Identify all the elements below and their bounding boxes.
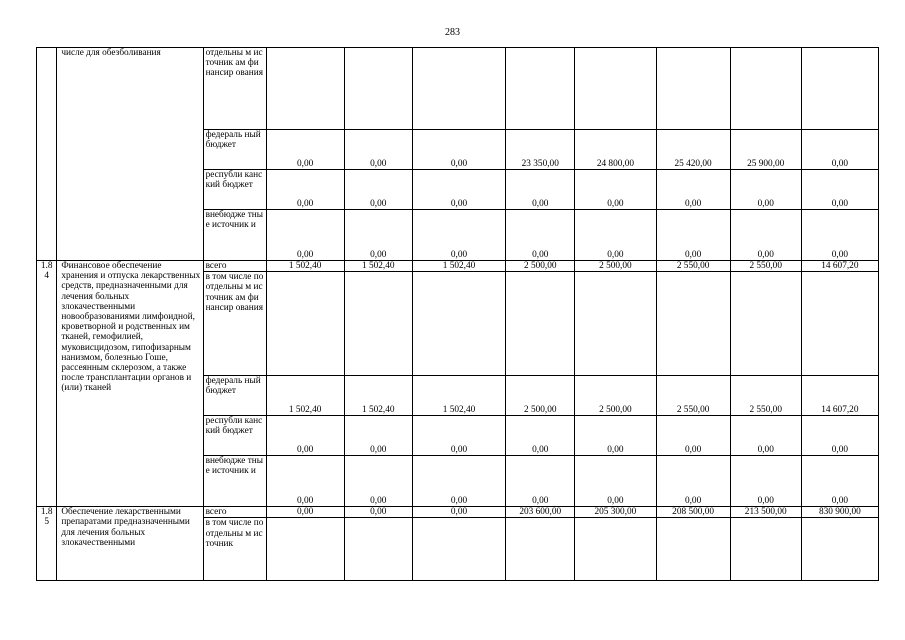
funding-source: внебюдже тные источник и [203, 210, 266, 261]
amount-cell: 0,00 [412, 210, 505, 261]
amount-cell: 0,00 [575, 210, 656, 261]
amount-cell: 0,00 [575, 456, 656, 507]
measure-name: Обеспечение лекарственными препаратами предназначенными для лечения больных злокачественными [57, 507, 203, 581]
funding-source: всего [203, 507, 266, 518]
amount-cell [266, 518, 344, 581]
amount-cell: 0,00 [344, 170, 412, 210]
row-index: 1.8 5 [37, 507, 57, 581]
funding-source: отдельны м источник ам финансир ования [203, 48, 266, 130]
amount-cell: 2 550,00 [656, 261, 730, 272]
amount-cell: 830 900,00 [801, 507, 878, 518]
amount-cell [801, 48, 878, 130]
amount-cell: 0,00 [801, 170, 878, 210]
funding-source: внебюдже тные источник и [203, 456, 266, 507]
amount-cell: 0,00 [575, 170, 656, 210]
amount-cell: 2 550,00 [730, 261, 801, 272]
amount-cell [412, 518, 505, 581]
amount-cell: 0,00 [730, 416, 801, 456]
measure-name: числе для обезболивания [57, 48, 203, 261]
amount-cell [344, 272, 412, 376]
amount-cell: 2 500,00 [506, 376, 575, 416]
amount-cell: 0,00 [801, 456, 878, 507]
amount-cell: 0,00 [412, 507, 505, 518]
amount-cell [730, 272, 801, 376]
amount-cell: 0,00 [412, 456, 505, 507]
row-index: 1.8 4 [37, 261, 57, 507]
amount-cell: 0,00 [730, 170, 801, 210]
amount-cell: 23 350,00 [506, 130, 575, 170]
funding-source: в том числе по отдельны м источник [203, 518, 266, 581]
amount-cell: 1 502,40 [412, 376, 505, 416]
amount-cell: 2 550,00 [656, 376, 730, 416]
amount-cell: 0,00 [266, 456, 344, 507]
amount-cell: 0,00 [730, 210, 801, 261]
amount-cell [575, 272, 656, 376]
amount-cell: 0,00 [412, 170, 505, 210]
amount-cell: 1 502,40 [344, 376, 412, 416]
amount-cell [266, 272, 344, 376]
funding-source: федераль ный бюджет [203, 130, 266, 170]
amount-cell: 14 607,20 [801, 376, 878, 416]
amount-cell: 0,00 [801, 130, 878, 170]
amount-cell [412, 272, 505, 376]
amount-cell: 0,00 [656, 416, 730, 456]
amount-cell: 0,00 [656, 210, 730, 261]
amount-cell: 0,00 [344, 416, 412, 456]
amount-cell [266, 48, 344, 130]
amount-cell: 14 607,20 [801, 261, 878, 272]
amount-cell: 0,00 [656, 170, 730, 210]
amount-cell: 1 502,40 [266, 261, 344, 272]
funding-source: республи канский бюджет [203, 170, 266, 210]
table-row [37, 507, 879, 518]
amount-cell [730, 518, 801, 581]
amount-cell: 0,00 [412, 130, 505, 170]
amount-cell: 0,00 [656, 456, 730, 507]
amount-cell: 203 600,00 [506, 507, 575, 518]
funding-source: всего [203, 261, 266, 272]
amount-cell: 0,00 [266, 210, 344, 261]
amount-cell: 1 502,40 [412, 261, 505, 272]
amount-cell: 1 502,40 [344, 261, 412, 272]
row-index [37, 48, 57, 261]
amount-cell [656, 518, 730, 581]
amount-cell [575, 48, 656, 130]
amount-cell [801, 272, 878, 376]
amount-cell: 0,00 [344, 130, 412, 170]
amount-cell [575, 518, 656, 581]
page-number: 283 [445, 27, 460, 38]
amount-cell: 0,00 [575, 416, 656, 456]
amount-cell: 0,00 [266, 170, 344, 210]
amount-cell: 0,00 [344, 210, 412, 261]
amount-cell: 2 550,00 [730, 376, 801, 416]
amount-cell: 0,00 [344, 507, 412, 518]
amount-cell: 0,00 [344, 456, 412, 507]
amount-cell: 0,00 [266, 507, 344, 518]
amount-cell: 0,00 [730, 456, 801, 507]
amount-cell [344, 48, 412, 130]
amount-cell: 0,00 [266, 416, 344, 456]
table-row [37, 48, 879, 130]
amount-cell: 213 500,00 [730, 507, 801, 518]
amount-cell: 25 900,00 [730, 130, 801, 170]
amount-cell [506, 272, 575, 376]
amount-cell [656, 272, 730, 376]
measure-name: Финансовое обеспечение хранения и отпуска лекарственных средств, предназначенными для лечения больных злокачественными новообразованиями лимфоидной, кроветворной и родственных им тканей, гемофилией, муковисцидозом, гипофизарным нанизмом, болезнью Гоше, рассеянным склерозом, а также после трансплантации органов и (или) тканей [57, 261, 203, 507]
table-row [37, 261, 879, 272]
amount-cell: 2 500,00 [575, 261, 656, 272]
amount-cell [730, 48, 801, 130]
amount-cell [506, 48, 575, 130]
amount-cell: 205 300,00 [575, 507, 656, 518]
amount-cell: 0,00 [506, 210, 575, 261]
amount-cell: 0,00 [506, 456, 575, 507]
amount-cell: 25 420,00 [656, 130, 730, 170]
funding-source: республи канский бюджет [203, 416, 266, 456]
amount-cell: 0,00 [801, 416, 878, 456]
amount-cell: 2 500,00 [575, 376, 656, 416]
amount-cell [344, 518, 412, 581]
amount-cell: 2 500,00 [506, 261, 575, 272]
amount-cell [506, 518, 575, 581]
budget-table [36, 47, 879, 581]
amount-cell: 0,00 [506, 170, 575, 210]
table-body [37, 48, 879, 581]
amount-cell [656, 48, 730, 130]
amount-cell: 0,00 [266, 130, 344, 170]
amount-cell: 208 500,00 [656, 507, 730, 518]
amount-cell: 1 502,40 [266, 376, 344, 416]
amount-cell: 0,00 [412, 416, 505, 456]
amount-cell [801, 518, 878, 581]
amount-cell: 0,00 [506, 416, 575, 456]
amount-cell: 0,00 [801, 210, 878, 261]
amount-cell [412, 48, 505, 130]
funding-source: в том числе по отдельны м источник ам финансир ования [203, 272, 266, 376]
funding-source: федераль ный бюджет [203, 376, 266, 416]
amount-cell: 24 800,00 [575, 130, 656, 170]
